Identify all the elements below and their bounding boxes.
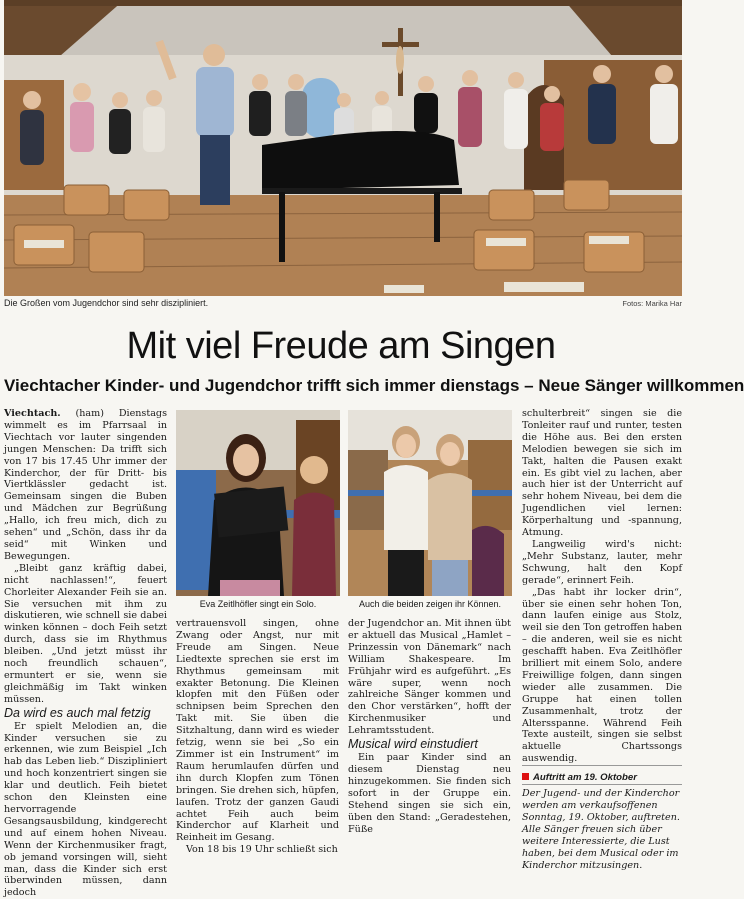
paragraph: Von 18 bis 19 Uhr schließt sich [186,844,338,856]
paragraph: der Jugendchor an. Mit ihnen übt er aktuell das Musical „Hamlet – Prinzessin von Dänemark“ nach William Shakespeare. Im Frühjahr wird es aufgeführt. „Es wäre super, wenn noch zahlreiche Sänger kommen und den Chor verstärken“, hofft der Kirchenmusiker und Lehramtsstudent. [348,618,511,737]
main-photo-image [4,0,682,296]
main-photo [4,0,682,296]
photo-credit: Fotos: Marika Har [622,299,682,308]
paragraph: Er spielt Melodien an, die Kinder versuchen sie zu erkennen, wie zum Beispiel „Ich hab das Leben lieb.“ Diszipliniert und hoch konzentriert singen sie klar und deutlich. Feih bietet schon den Kleinsten eine hervorragende Gesangsausbildung, kindgerecht und auf einem hohen Niveau. Wenn der Kirchenmusiker fragt, ob jemand vorsingen will, sieht man, dass die Kinder sich erst überwinden müssen, dann jedoch [4,720,167,899]
paragraph: Viechtach. (ham) Dienstags wimmelt es im Pfarrsaal in Viechtach vor lauter singenden jungen Menschen: Da trifft sich von 17 bis 17.45 Uhr immer der Kinderchor, der für Dritt- bis Viertklässler gedacht ist. Gemeinsam singen die Buben und Mädchen zur Begrüßung „Hallo, ich freu mich, dich zu sehen“ und „Schön, dass ihr da seid“ mit Winken und Bewegungen. [4,408,167,562]
paragraph: schulterbreit“ singen sie die Tonleiter rauf und runter, testen die Höhe aus. Bei den ersten Melodien bewegen sie sich im Takt, halten die Pausen exakt ein. Es gibt viel zu lachen, aber auch hier ist der Unterricht auf sehr hohem Niveau, bei dem die Jugendlichen viel lernen: Körperhaltung und -spannung, Atmung. [522,408,682,539]
article-column-1 [4,408,167,899]
article-column-3 [348,618,511,835]
duo-photo [348,410,512,596]
place-name: Viechtach. [4,408,61,419]
main-photo-caption: Die Großen vom Jugendchor sind sehr diszipliniert. [4,298,209,308]
section-subhead: Da wird es auch mal fetzig [4,705,151,720]
headline: Mit viel Freude am Singen [126,325,556,367]
paragraph: Ein paar Kinder sind an diesem Dienstag neu hinzugekommen. Sie finden sich sofort in der Gruppe ein. Stehend singen sie sich ein, üben den Stand: „Geradestehen, Füße [348,752,511,835]
soloist-photo-image [176,410,340,596]
article-column-2 [176,618,339,856]
article-column-4 [522,408,682,871]
paragraph: „Das habt ihr locker drin“, über sie einen sehr hohen Ton, dann laufen einige aus Stolz, weil sie den Ton getroffen haben – die anderen, weil sie es nicht geschafft haben. Eva Zeitlhöfler brilliert mit einem Solo, andere Freiwillige folgen, dann singen wieder alle zusammen. Die Gruppe hat einen tollen Zusammenhalt, trotz der Altersspanne. Während Feih Texte austeilt, singen sie selbst aktuelle Chartssongs auswendig. [522,586,682,765]
duo-photo-image [348,410,512,596]
soloist-photo [176,410,340,596]
duo-photo-caption: Auch die beiden zeigen ihr Können. [358,599,502,609]
subheadline: Viechtacher Kinder- und Jugendchor trifft sich immer dienstags – Neue Sänger willkommen [4,376,744,395]
paragraph: „Bleibt ganz kräftig dabei, nicht nachlassen!“, feuert Chorleiter Alexander Feih sie an. Sie versuchen mit ihm zu diskutieren, wie schnell sie dabei winken können – doch Feih setzt durch, dass sie im Rhythmus bleiben. „Und jetzt müsst ihr noch freundlich schauen“, ermuntert er sie, wenn sie gleichmäßig im Takt winken müssen. [4,562,167,705]
red-square-icon [522,773,529,780]
info-box-text: Der Jugend- und der Kinderchor werden am verkaufsoffenen Sonntag, 19. Oktober, auftreten. Alle Sänger freuen sich über weitere Interessierte, die Lust haben, bei dem Musical oder im Kinderchor mitzusingen. [522,784,682,871]
main-photo-caption-row [4,297,682,311]
info-box-title: Auftritt am 19. Oktober [522,765,682,784]
paragraph: vertrauensvoll singen, ohne Zwang oder Angst, nur mit Freude am Singen. Neue Liedtexte sprechen sie erst im Rhythmus gemeinsam mit exakter Betonung. Die Kleinen klopfen mit den Füßen oder schnipsen beim Sprechen den Takt mit. Sie üben die Sitzhaltung, dann wird es wieder fetzig, wenn sie bei „So ein Zimmer ist ein Instrument“ im Raum herumlaufen dürfen und ihn durch Klopfen zum Tönen bringen. Sie drehen sich, hüpfen, laufen. Trotz der ganzen Gaudi achtet Feih auch beim Kinderchor auf Klarheit und Reinheit im Gesang. [176,618,339,844]
soloist-photo-caption: Eva Zeitlhöfler singt ein Solo. [199,599,317,609]
section-subhead: Musical wird einstudiert [348,737,478,752]
paragraph: Langweilig wird's nicht: „Mehr Substanz, lauter, mehr Schwung, halt den Kopf gerade“, erinnert Feih. [522,538,682,586]
